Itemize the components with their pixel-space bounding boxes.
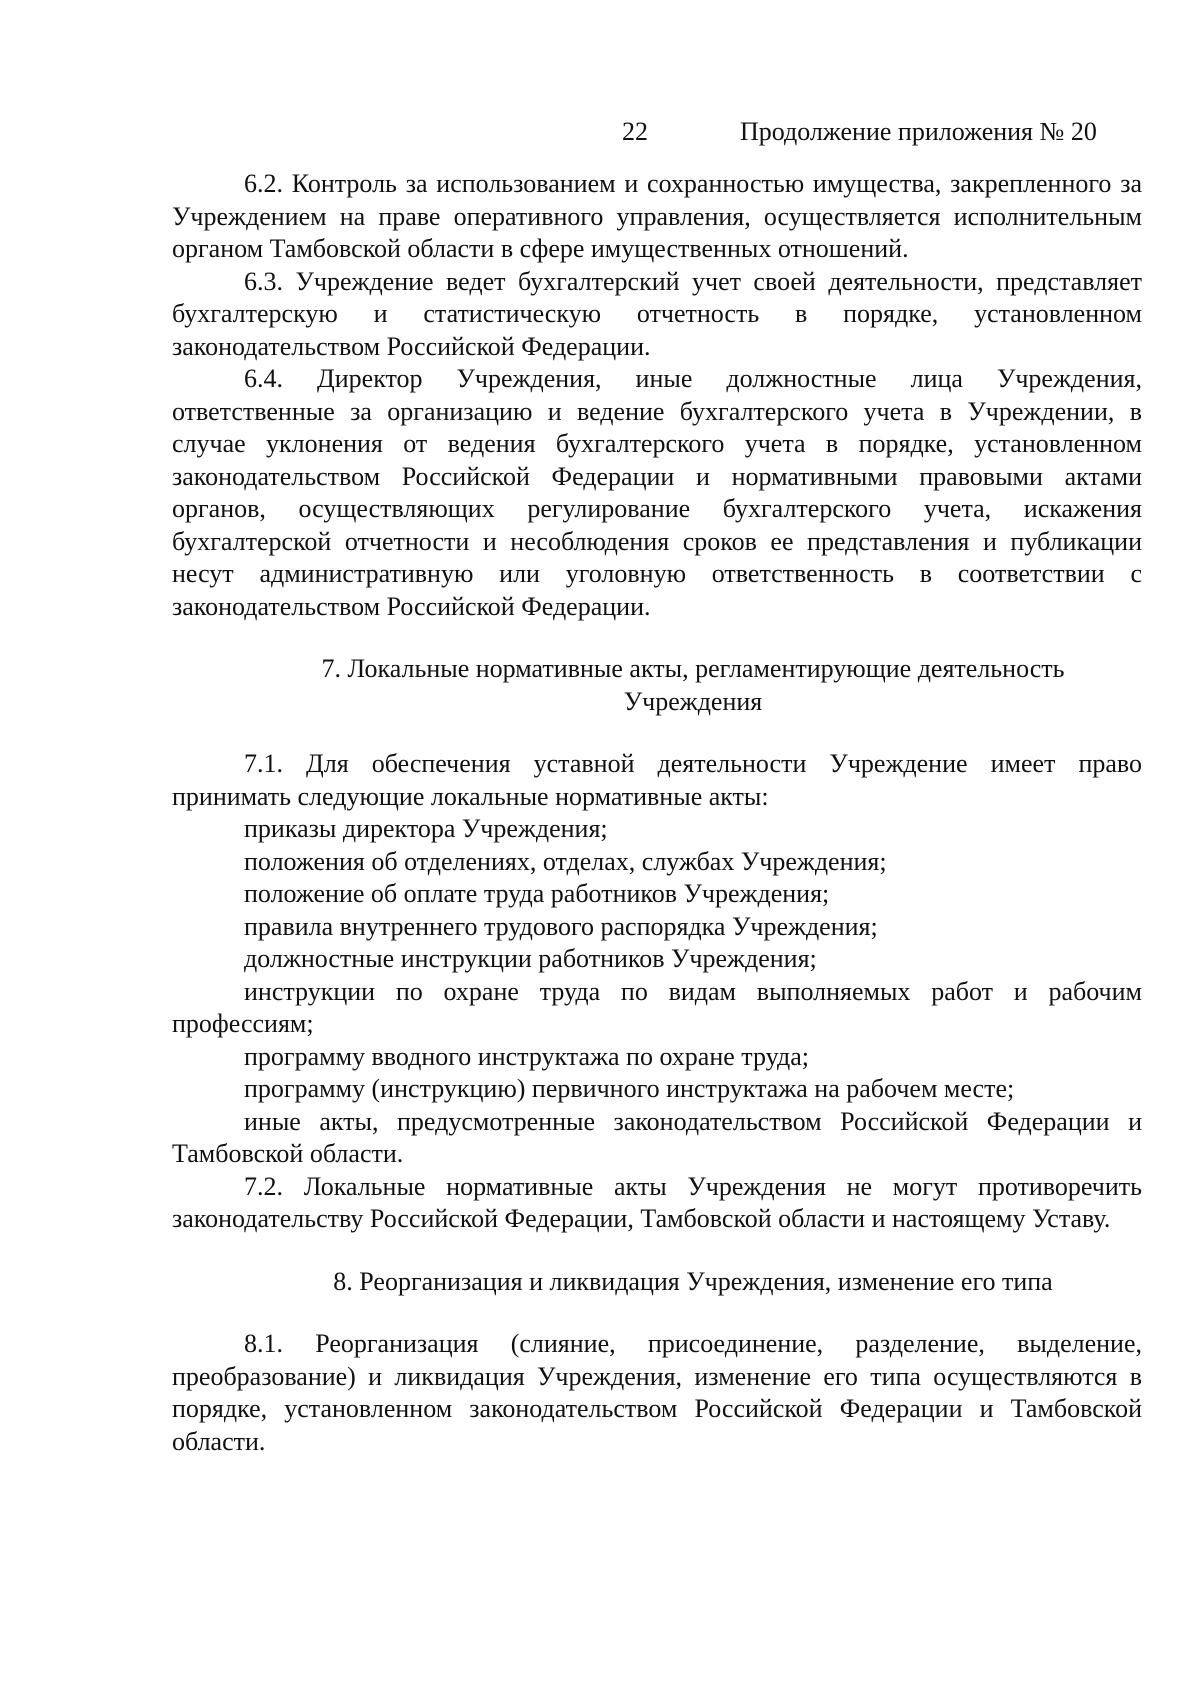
spacer [172, 623, 1142, 653]
spacer [172, 1236, 1142, 1266]
section-7-heading-line-2: Учреждения [623, 686, 763, 716]
section-7-heading-line-1: 7. Локальные нормативные акты, регламентирующие деятельность [321, 654, 1065, 683]
document-body [172, 168, 1142, 1458]
paragraph-6-2: 6.2. Контроль за использованием и сохранностью имущества, закрепленного за Учреждением на праве оперативного управления, осуществляется исполнительным органом Тамбовской области в сфере имущественных отношений. [172, 169, 1142, 263]
list-item: иные акты, предусмотренные законодательством Российской Федерации и Тамбовской области. [172, 1106, 1142, 1168]
page-header [0, 112, 1200, 152]
appendix-continuation-label: Продолжение приложения № 20 [740, 117, 1097, 146]
paragraph-7-2: 7.2. Локальные нормативные акты Учреждения не могут противоречить законодательству Российской Федерации, Тамбовской области и настоящему Уставу. [172, 1171, 1142, 1233]
list-item: правила внутреннего трудового распорядка Учреждения; [244, 911, 878, 941]
paragraph-8-1: 8.1. Реорганизация (слияние, присоединение, разделение, выделение, преобразование) и ликвидация Учреждения, изменение его типа осуществляются в порядке, установленном законодательством Российской Федерации и Тамбовской области. [172, 1329, 1142, 1456]
list-item: положения об отделениях, отделах, службах Учреждения; [244, 846, 887, 876]
section-8-heading: 8. Реорганизация и ликвидация Учреждения, изменение его типа [333, 1266, 1053, 1296]
paragraph-6-4: 6.4. Директор Учреждения, иные должностные лица Учреждения, ответственные за организацию и ведение бухгалтерского учета в Учреждении, в случае уклонения от ведения бухгалтерского учета в порядке, установленном законодательством Российской Федерации и нормативными правовыми актами органов, осуществляющих регулирование бухгалтерского учета, искажения бухгалтерской отчетности и несоблюдения сроков ее представления и публикации несут административную или уголовную ответственность в соответствии с законодательством Российской Федерации. [172, 364, 1142, 621]
list-item: программу (инструкцию) первичного инструктажа на рабочем месте; [244, 1074, 1015, 1103]
page-number: 22 [622, 117, 648, 146]
list-item: программу вводного инструктажа по охране труда; [244, 1041, 809, 1071]
spacer [172, 718, 1142, 748]
list-item: должностные инструкции работников Учреждения; [244, 944, 817, 973]
section-7-heading [172, 653, 1142, 718]
spacer [172, 1298, 1142, 1328]
list-item: приказы директора Учреждения; [244, 814, 608, 843]
paragraph-6-3: 6.3. Учреждение ведет бухгалтерский учет своей деятельности, представляет бухгалтерскую и статистическую отчетность в порядке, установленном законодательством Российской Федерации. [172, 266, 1142, 361]
paragraph-7-1: 7.1. Для обеспечения уставной деятельности Учреждение имеет право принимать следующие локальные нормативные акты: [172, 749, 1142, 811]
list-item: положение об оплате труда работников Учреждения; [244, 879, 830, 908]
list-item: инструкции по охране труда по видам выполняемых работ и рабочим профессиям; [172, 976, 1142, 1038]
